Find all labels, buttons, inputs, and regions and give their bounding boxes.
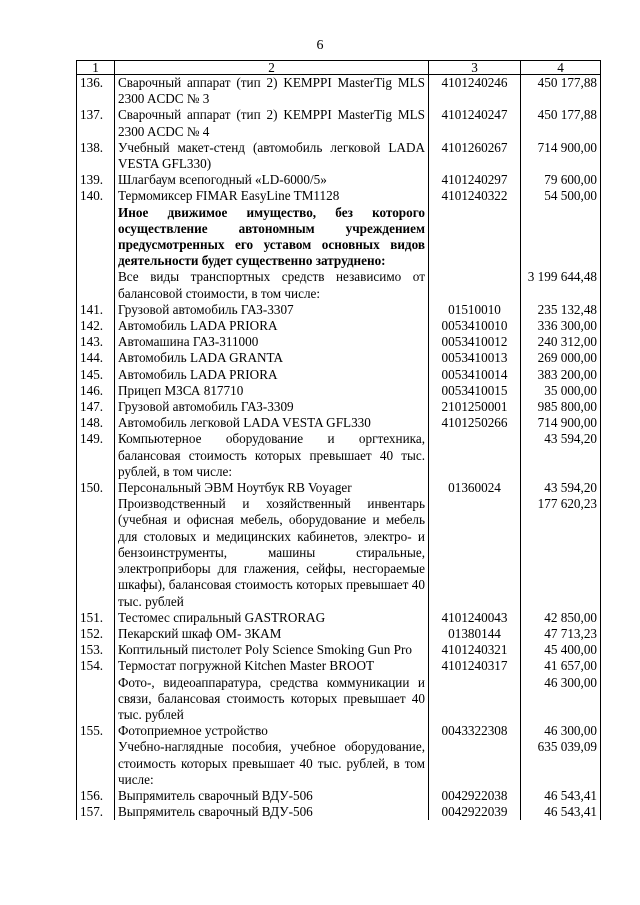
row-number [77,675,115,724]
book-value: 35 000,00 [521,383,601,399]
book-value: 79 600,00 [521,172,601,188]
row-number: 140. [77,188,115,204]
table-row [77,172,601,188]
table-row [77,318,601,334]
book-value: 43 594,20 [521,431,601,480]
item-name: Учебный макет-стенд (автомобиль легковой LADA VESTA GFL330) [115,140,429,172]
table-row [77,107,601,139]
table-row [77,610,601,626]
table-row [77,496,601,609]
inventory-code: 0053410014 [429,367,521,383]
item-name: Производственный и хозяйственный инвентарь (учебная и офисная мебель, оборудование и мебель для столовых и медицинских кабинетов, электро- и бензоинструменты, машины стиральные, электроприборы для глажения, сейфы, несгораемые шкафы), балансовая стоимость которых превышает 40 тыс. рублей [115,496,429,609]
table-row [77,415,601,431]
inventory-code [429,269,521,301]
row-number: 150. [77,480,115,496]
row-number: 136. [77,75,115,108]
column-header: 1 [77,61,115,75]
inventory-code: 4101240043 [429,610,521,626]
table-row [77,431,601,480]
item-name: Сварочный аппарат (тип 2) KEMPPI MasterTig MLS 2300 ACDC № 3 [115,75,429,108]
table-row [77,626,601,642]
column-header: 2 [115,61,429,75]
book-value: 41 657,00 [521,658,601,674]
inventory-code: 4101240246 [429,75,521,108]
table-row [77,658,601,674]
inventory-code: 0053410013 [429,350,521,366]
row-number: 143. [77,334,115,350]
inventory-code [429,496,521,609]
row-number: 157. [77,804,115,820]
book-value: 54 500,00 [521,188,601,204]
table-row [77,334,601,350]
inventory-code [429,675,521,724]
row-number: 147. [77,399,115,415]
book-value: 450 177,88 [521,75,601,108]
row-number: 148. [77,415,115,431]
inventory-code [429,431,521,480]
item-name: Автомобиль легковой LADA VESTA GFL330 [115,415,429,431]
inventory-code: 01510010 [429,302,521,318]
item-name: Выпрямитель сварочный ВДУ-506 [115,804,429,820]
item-name: Коптильный пистолет Poly Science Smoking Gun Pro [115,642,429,658]
item-name: Персональный ЭВМ Ноутбук RB Voyager [115,480,429,496]
inventory-code: 0043322308 [429,723,521,739]
row-number: 145. [77,367,115,383]
book-value: 47 713,23 [521,626,601,642]
book-value: 177 620,23 [521,496,601,609]
table-row [77,480,601,496]
book-value [521,205,601,270]
inventory-code: 0042922038 [429,788,521,804]
table-row [77,788,601,804]
book-value: 45 400,00 [521,642,601,658]
item-name: Шлагбаум всепогодный «LD-6000/5» [115,172,429,188]
inventory-code: 4101240247 [429,107,521,139]
item-name: Термомиксер FIMAR EasyLine TM1128 [115,188,429,204]
table-row [77,269,601,301]
inventory-code [429,205,521,270]
item-name: Выпрямитель сварочный ВДУ-506 [115,788,429,804]
property-table [76,60,601,820]
book-value: 383 200,00 [521,367,601,383]
row-number: 153. [77,642,115,658]
table-row [77,205,601,270]
row-number: 152. [77,626,115,642]
book-value: 235 132,48 [521,302,601,318]
table-body [77,75,601,821]
item-name: Грузовой автомобиль ГАЗ-3309 [115,399,429,415]
item-name: Автомобиль LADA PRIORA [115,367,429,383]
inventory-code: 01360024 [429,480,521,496]
item-name: Термостат погружной Kitchen Master BROOT [115,658,429,674]
inventory-code: 4101240317 [429,658,521,674]
item-name: Фото-, видеоаппаратура, средства коммуникации и связи, балансовая стоимость которых превышает 40 тыс. рублей [115,675,429,724]
inventory-code: 4101250266 [429,415,521,431]
row-number [77,739,115,788]
item-name: Тестомес спиральный GASTRORAG [115,610,429,626]
row-number: 137. [77,107,115,139]
row-number: 142. [77,318,115,334]
page-number: 6 [316,38,324,53]
inventory-code: 2101250001 [429,399,521,415]
book-value: 42 850,00 [521,610,601,626]
item-name: Грузовой автомобиль ГАЗ-3307 [115,302,429,318]
table-row [77,302,601,318]
table-row [77,367,601,383]
book-value: 240 312,00 [521,334,601,350]
inventory-code: 0053410015 [429,383,521,399]
table-row [77,188,601,204]
book-value: 450 177,88 [521,107,601,139]
book-value: 46 300,00 [521,723,601,739]
item-name: Пекарский шкаф ОМ- 3КАМ [115,626,429,642]
row-number: 146. [77,383,115,399]
item-name: Сварочный аппарат (тип 2) KEMPPI MasterTig MLS 2300 ACDC № 4 [115,107,429,139]
inventory-code: 4101260267 [429,140,521,172]
inventory-code: 4101240321 [429,642,521,658]
row-number: 151. [77,610,115,626]
inventory-code: 0042922039 [429,804,521,820]
book-value: 46 300,00 [521,675,601,724]
row-number: 154. [77,658,115,674]
row-number: 138. [77,140,115,172]
table-row [77,675,601,724]
row-number [77,269,115,301]
item-name: Фотоприемное устройство [115,723,429,739]
row-number: 141. [77,302,115,318]
row-number: 144. [77,350,115,366]
inventory-code: 0053410012 [429,334,521,350]
book-value: 3 199 644,48 [521,269,601,301]
book-value: 714 900,00 [521,415,601,431]
book-value: 336 300,00 [521,318,601,334]
row-number: 156. [77,788,115,804]
table-row [77,723,601,739]
inventory-code [429,739,521,788]
table-row [77,804,601,820]
book-value: 46 543,41 [521,804,601,820]
item-name: Иное движимое имущество, без которого осуществление автономным учреждением предусмотренных его уставом основных видов деятельности будет существенно затруднено: [115,205,429,270]
item-name: Прицеп МЗСА 817710 [115,383,429,399]
table-row [77,739,601,788]
table-row [77,399,601,415]
book-value: 714 900,00 [521,140,601,172]
item-name: Автомобиль LADA PRIORA [115,318,429,334]
inventory-code: 0053410010 [429,318,521,334]
column-header: 3 [429,61,521,75]
table-row [77,140,601,172]
row-number: 155. [77,723,115,739]
book-value: 269 000,00 [521,350,601,366]
column-header: 4 [521,61,601,75]
table-header-row [77,61,601,75]
table-row [77,642,601,658]
book-value: 635 039,09 [521,739,601,788]
item-name: Автомашина ГАЗ-311000 [115,334,429,350]
inventory-code: 4101240322 [429,188,521,204]
row-number [77,496,115,609]
item-name: Учебно-наглядные пособия, учебное оборудование, стоимость которых превышает 40 тыс. рублей, в том числе: [115,739,429,788]
book-value: 985 800,00 [521,399,601,415]
table-row [77,75,601,108]
table-row [77,383,601,399]
item-name: Все виды транспортных средств независимо от балансовой стоимости, в том числе: [115,269,429,301]
item-name: Автомобиль LADA GRANTA [115,350,429,366]
book-value: 46 543,41 [521,788,601,804]
inventory-code: 01380144 [429,626,521,642]
item-name: Компьютерное оборудование и оргтехника, балансовая стоимость которых превышает 40 тыс. рублей, в том числе: [115,431,429,480]
row-number: 149. [77,431,115,480]
book-value: 43 594,20 [521,480,601,496]
inventory-code: 4101240297 [429,172,521,188]
row-number [77,205,115,270]
table-row [77,350,601,366]
row-number: 139. [77,172,115,188]
